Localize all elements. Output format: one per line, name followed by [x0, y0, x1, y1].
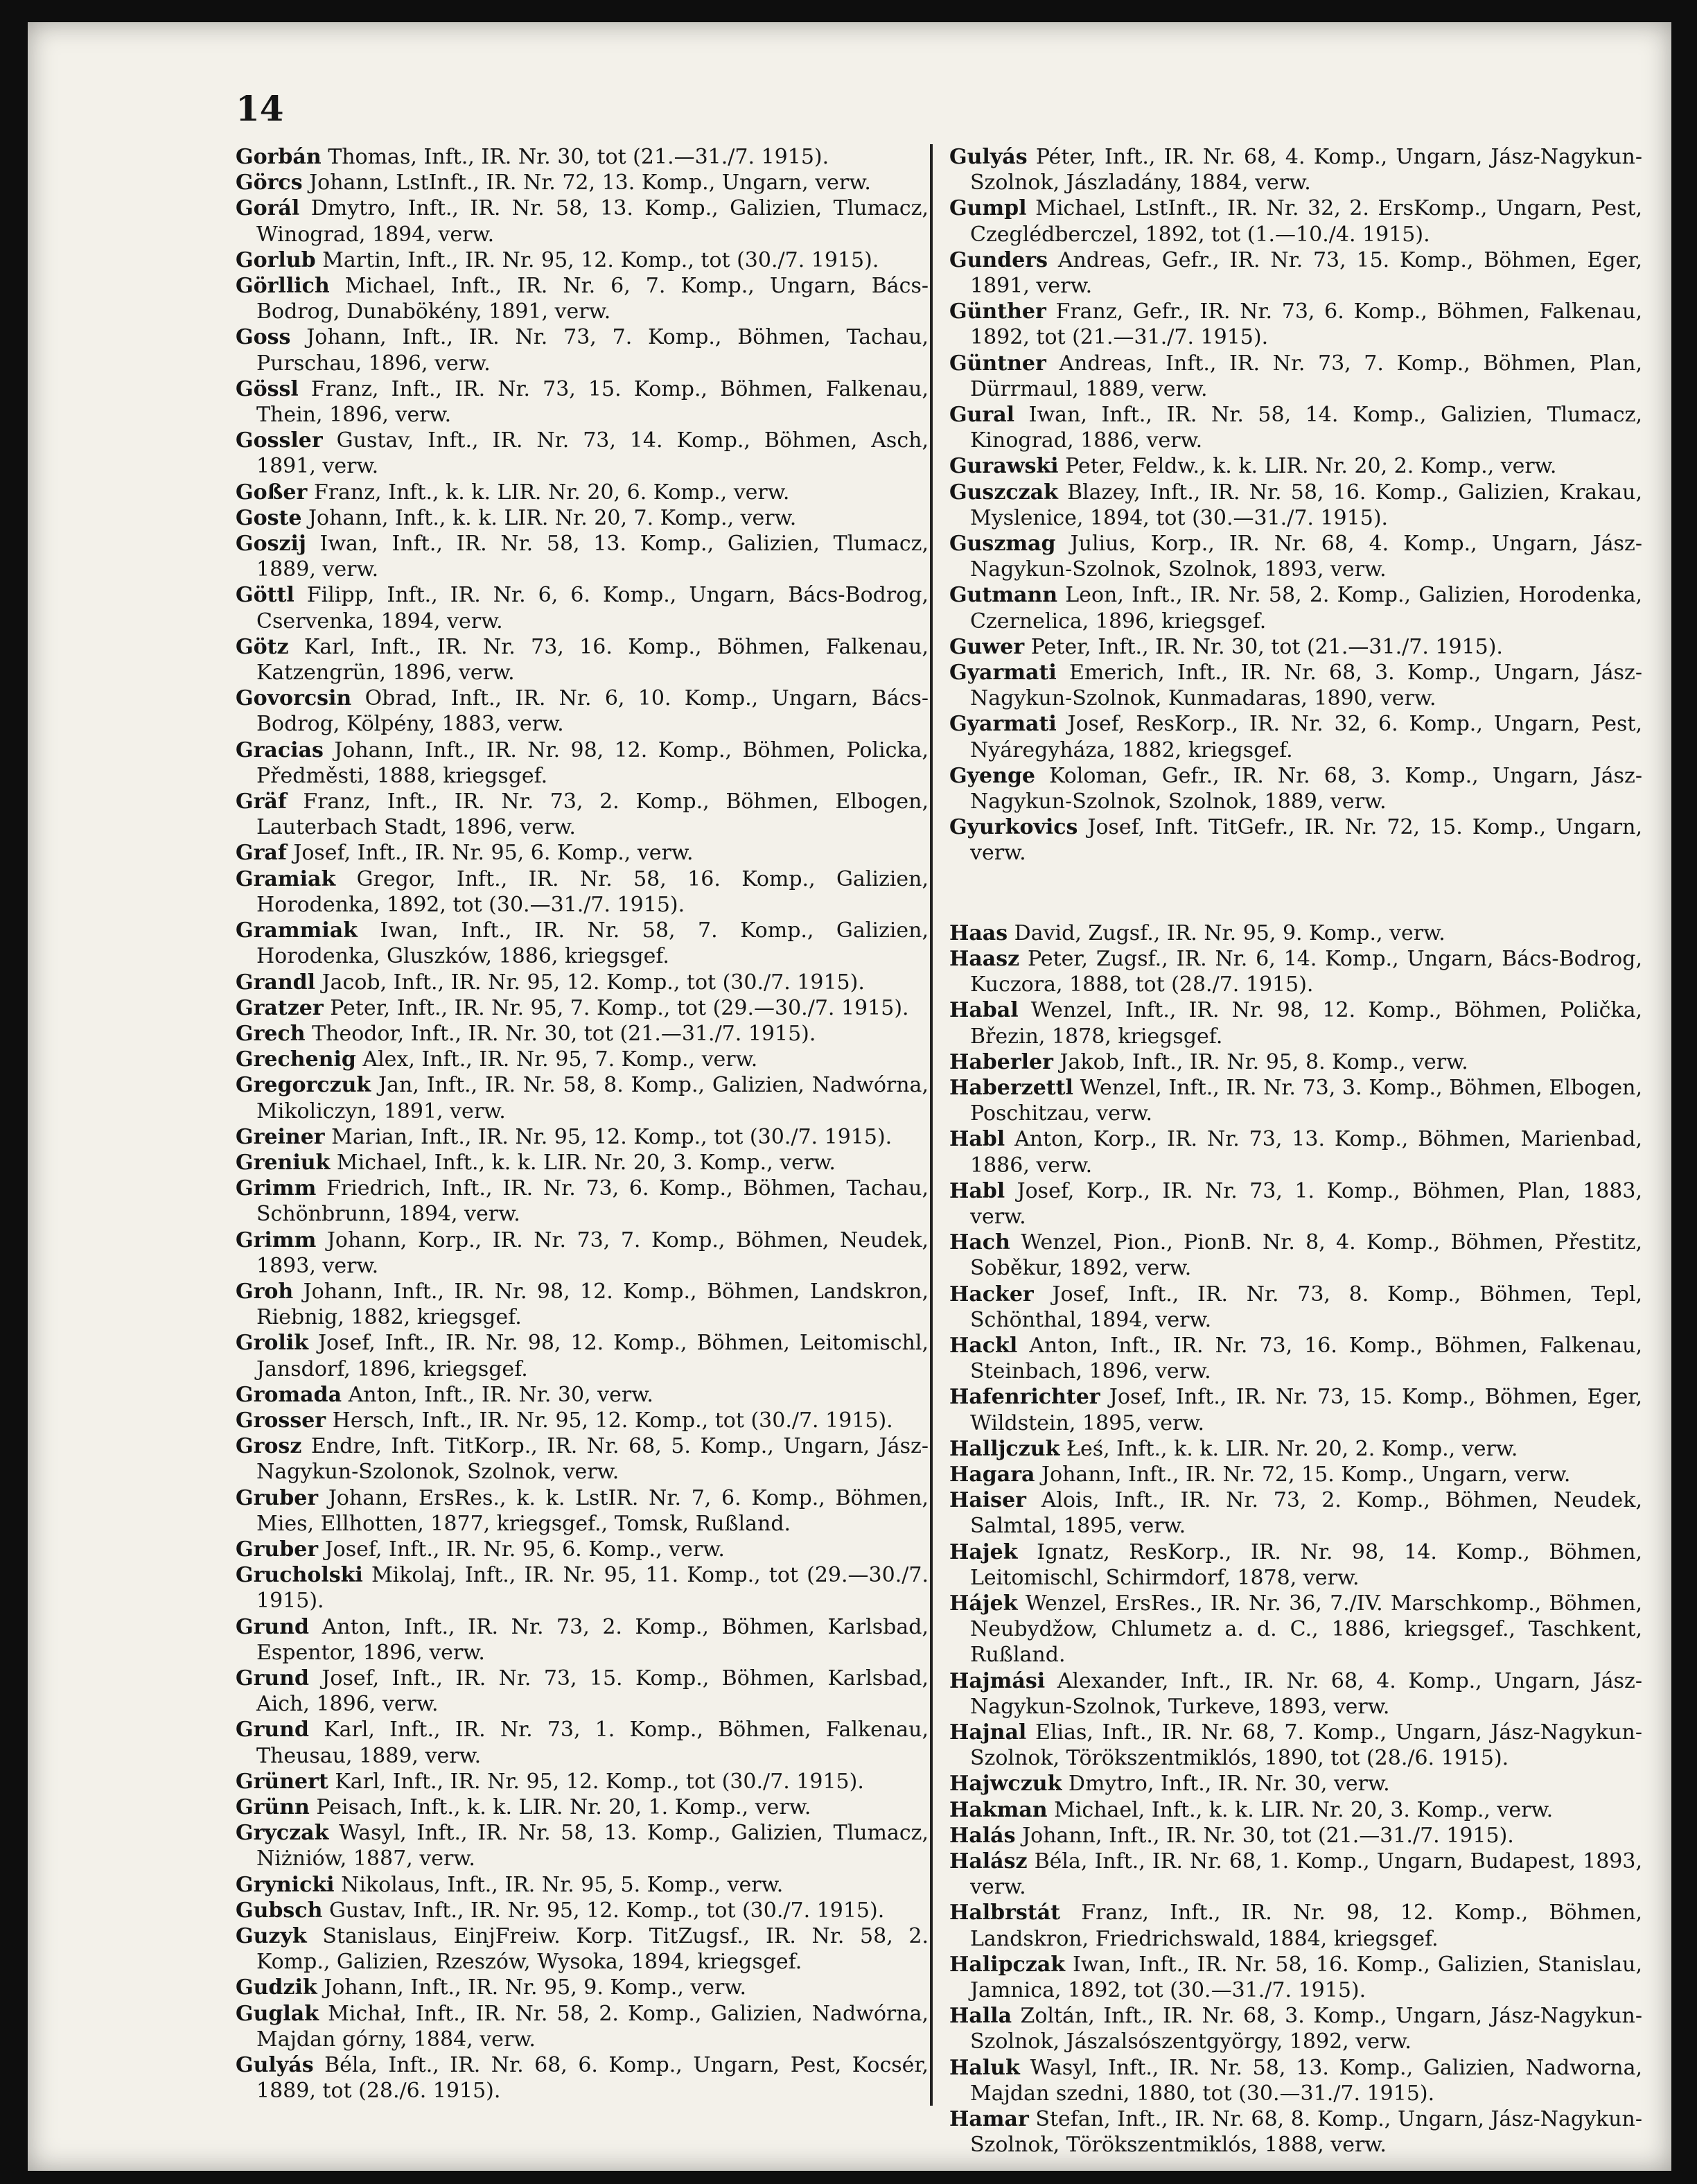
casualty-entry — [949, 1823, 1642, 1849]
casualty-entry — [236, 685, 929, 737]
right-column — [949, 144, 1642, 2158]
casualty-entry — [949, 1797, 1642, 1823]
right-column-g-section — [949, 144, 1642, 866]
entry-surname: Hakman — [949, 1797, 1048, 1822]
entry-details: Jan, Inft., IR. Nr. 58, 8. Komp., Galizien, Nadwórna, Mikoliczyn, 1891, verw. — [256, 1073, 929, 1124]
entry-surname: Grammiak — [236, 918, 358, 943]
casualty-entry — [236, 247, 929, 273]
entry-surname: Goss — [236, 325, 291, 350]
entry-details: Johann, Inft., IR. Nr. 73, 7. Komp., Böhmen, Tachau, Purschau, 1896, verw. — [256, 325, 929, 376]
entry-details: Johann, LstInft., IR. Nr. 72, 13. Komp., Ungarn, verw. — [309, 171, 871, 195]
casualty-entry — [949, 1333, 1642, 1384]
entry-surname: Güntner — [949, 351, 1046, 376]
entry-details: Marian, Inft., IR. Nr. 95, 12. Komp., tot (30./7. 1915). — [331, 1124, 893, 1149]
casualty-entry — [236, 1975, 929, 2000]
entry-details: Peter, Feldw., k. k. LIR. Nr. 20, 2. Komp., verw. — [1065, 454, 1557, 479]
entry-surname: Groh — [236, 1279, 294, 1304]
entry-details: Anton, Korp., IR. Nr. 73, 13. Komp., Böhmen, Marienbad, 1886, verw. — [970, 1127, 1642, 1178]
entry-surname: Günther — [949, 299, 1046, 324]
entry-details: Josef, Inft. TitGefr., IR. Nr. 72, 15. Komp., Ungarn, verw. — [970, 815, 1642, 866]
entry-surname: Halás — [949, 1823, 1016, 1848]
entry-surname: Halipczak — [949, 1952, 1066, 1977]
entry-surname: Haasz — [949, 946, 1020, 971]
entry-surname: Govorcsin — [236, 686, 352, 711]
entry-details: Jacob, Inft., IR. Nr. 95, 12. Komp., tot (30./7. 1915). — [322, 970, 865, 995]
entry-surname: Gyurkovics — [949, 815, 1078, 840]
casualty-entry — [949, 1230, 1642, 1281]
entry-surname: Gruber — [236, 1485, 319, 1510]
casualty-entry — [949, 1849, 1642, 1900]
right-column-h-section — [949, 920, 1642, 2158]
section-gap — [949, 866, 1642, 920]
entry-surname: Haberzettl — [949, 1075, 1073, 1100]
entry-surname: Hafenrichter — [949, 1385, 1100, 1410]
casualty-entry — [949, 2106, 1642, 2158]
entry-details: Franz, Inft., k. k. LIR. Nr. 20, 6. Komp., verw. — [313, 480, 790, 505]
entry-details: Stefan, Inft., IR. Nr. 68, 8. Komp., Ungarn, Jász-Nagykun-Szolnok, Törökszentmiklós, 1888, verw. — [970, 2107, 1642, 2158]
entry-details: Julius, Korp., IR. Nr. 68, 4. Komp., Ungarn, Jász-Nagykun-Szolnok, Szolnok, 1893, verw. — [970, 532, 1642, 582]
casualty-entry — [236, 1485, 929, 1537]
entry-details: Johann, Korp., IR. Nr. 73, 7. Komp., Böhmen, Neudek, 1893, verw. — [256, 1228, 929, 1278]
casualty-entry — [236, 1021, 929, 1047]
entry-surname: Gryczak — [236, 1821, 329, 1846]
entry-details: Andreas, Gefr., IR. Nr. 73, 15. Komp., Böhmen, Eger, 1891, verw. — [970, 247, 1642, 299]
entry-surname: Gracias — [236, 737, 324, 762]
entry-details: Johann, Inft., IR. Nr. 30, tot (21.—31./7. 1915). — [1022, 1823, 1514, 1848]
entry-details: Dmytro, Inft., IR. Nr. 30, verw. — [1068, 1772, 1390, 1797]
casualty-entry — [236, 1898, 929, 1923]
casualty-entry — [236, 1794, 929, 1820]
left-column — [236, 144, 929, 2104]
entry-surname: Gräf — [236, 789, 287, 814]
casualty-entry — [949, 920, 1642, 946]
entry-details: Wenzel, Inft., IR. Nr. 73, 3. Komp., Böhmen, Elbogen, Poschitzau, verw. — [970, 1075, 1642, 1126]
entry-surname: Habl — [949, 1178, 1005, 1203]
entry-details: Johann, Inft., k. k. LIR. Nr. 20, 7. Komp., verw. — [308, 505, 797, 530]
entry-details: Theodor, Inft., IR. Nr. 30, tot (21.—31./7. 1915). — [312, 1021, 816, 1046]
casualty-entry — [949, 582, 1642, 634]
entry-details: Josef, Inft., IR. Nr. 73, 15. Komp., Böhmen, Eger, Wildstein, 1895, verw. — [970, 1385, 1642, 1435]
casualty-entry — [949, 1771, 1642, 1797]
entry-details: Peisach, Inft., k. k. LIR. Nr. 20, 1. Komp., verw. — [316, 1795, 811, 1819]
entry-surname: Hacker — [949, 1282, 1034, 1307]
casualty-entry — [236, 1382, 929, 1408]
casualty-entry — [236, 2052, 929, 2104]
entry-surname: Guwer — [949, 634, 1025, 659]
entry-surname: Gubsch — [236, 1898, 323, 1923]
casualty-entry — [236, 1047, 929, 1072]
entry-surname: Guglak — [236, 2001, 319, 2026]
entry-surname: Halász — [949, 1849, 1028, 1873]
casualty-entry — [236, 1562, 929, 1614]
casualty-entry — [949, 1384, 1642, 1435]
casualty-entry — [236, 582, 929, 634]
entry-surname: Götz — [236, 634, 289, 659]
casualty-entry — [949, 1436, 1642, 1462]
entry-details: Elias, Inft., IR. Nr. 68, 7. Komp., Ungarn, Jász-Nagykun-Szolnok, Törökszentmiklós, 1890, tot (28./6. 1915). — [970, 1720, 1642, 1771]
entry-surname: Grimm — [236, 1228, 317, 1252]
casualty-entry — [236, 1537, 929, 1562]
casualty-entry — [236, 428, 929, 479]
entry-details: Franz, Inft., IR. Nr. 73, 15. Komp., Böhmen, Falkenau, Thein, 1896, verw. — [256, 376, 929, 428]
entry-surname: Greniuk — [236, 1150, 331, 1175]
entry-details: Alois, Inft., IR. Nr. 73, 2. Komp., Böhmen, Neudek, Salmtal, 1895, verw. — [970, 1488, 1642, 1539]
page-number: 14 — [236, 88, 284, 129]
entry-surname: Haiser — [949, 1488, 1026, 1513]
casualty-entry — [949, 480, 1642, 531]
entry-details: Nikolaus, Inft., IR. Nr. 95, 5. Komp., verw. — [341, 1872, 784, 1897]
entry-details: Karl, Inft., IR. Nr. 73, 16. Komp., Böhmen, Falkenau, Katzengrün, 1896, verw. — [256, 634, 929, 685]
entry-surname: Gulyás — [236, 2053, 314, 2078]
entry-details: Filipp, Inft., IR. Nr. 6, 6. Komp., Ungarn, Bács-Bodrog, Cservenka, 1894, verw. — [256, 583, 929, 634]
entry-details: Josef, Inft., IR. Nr. 95, 6. Komp., verw. — [293, 841, 694, 866]
casualty-entry — [949, 1591, 1642, 1668]
entry-details: Dmytro, Inft., IR. Nr. 58, 13. Komp., Galizien, Tlumacz, Winograd, 1894, verw. — [256, 196, 929, 247]
entry-details: Josef, Korp., IR. Nr. 73, 1. Komp., Böhmen, Plan, 1883, verw. — [970, 1178, 1642, 1229]
entry-surname: Gossler — [236, 428, 323, 453]
entry-surname: Gratzer — [236, 995, 324, 1020]
casualty-entry — [236, 1330, 929, 1381]
entry-details: Johann, Inft., IR. Nr. 98, 12. Komp., Böhmen, Landskron, Riebnig, 1882, kriegsgef. — [256, 1279, 929, 1330]
entry-surname: Gramiak — [236, 866, 336, 891]
entry-surname: Gumpl — [949, 196, 1027, 221]
entry-details: Martin, Inft., IR. Nr. 95, 12. Komp., tot (30./7. 1915). — [322, 247, 879, 272]
entry-surname: Görllich — [236, 274, 330, 299]
casualty-entry — [949, 1720, 1642, 1771]
entry-surname: Halla — [949, 2004, 1012, 2029]
entry-details: Péter, Inft., IR. Nr. 68, 4. Komp., Ungarn, Jász-Nagykun-Szolnok, Jászladány, 1884, verw. — [970, 145, 1642, 195]
entry-surname: Görcs — [236, 171, 303, 195]
entry-details: Anton, Inft., IR. Nr. 73, 2. Komp., Böhmen, Karlsbad, Espentor, 1896, verw. — [256, 1614, 929, 1665]
entry-surname: Hajek — [949, 1539, 1018, 1564]
entry-surname: Goßer — [236, 480, 308, 505]
entry-surname: Grech — [236, 1021, 306, 1046]
entry-surname: Hamar — [949, 2107, 1029, 2132]
entry-details: Johann, Inft., IR. Nr. 72, 15. Komp., Ungarn, verw. — [1041, 1462, 1571, 1487]
casualty-entry — [949, 1075, 1642, 1126]
casualty-entry — [949, 997, 1642, 1049]
entry-surname: Grimm — [236, 1176, 317, 1201]
entry-details: Iwan, Inft., IR. Nr. 58, 16. Komp., Galizien, Stanislau, Jamnica, 1892, tot (30.—31./7. 1915). — [970, 1952, 1642, 2003]
entry-surname: Grolik — [236, 1331, 309, 1356]
entry-details: Endre, Inft. TitKorp., IR. Nr. 68, 5. Komp., Ungarn, Jász-Nagykun-Szolonok, Szolnok, verw. — [256, 1434, 929, 1485]
entry-details: Peter, Inft., IR. Nr. 30, tot (21.—31./7. 1915). — [1030, 634, 1503, 659]
entry-details: Johann, ErsRes., k. k. LstIR. Nr. 7, 6. Komp., Böhmen, Mies, Ellhotten, 1877, kriegsgef., Tomsk, Rußland. — [256, 1485, 929, 1536]
entry-details: Franz, Inft., IR. Nr. 73, 2. Komp., Böhmen, Elbogen, Lauterbach Stadt, 1896, verw. — [256, 789, 929, 840]
entry-surname: Goste — [236, 505, 302, 530]
entry-details: Ignatz, ResKorp., IR. Nr. 98, 14. Komp., Böhmen, Leitomischl, Schirmdorf, 1878, verw. — [970, 1539, 1642, 1590]
casualty-entry — [949, 1126, 1642, 1178]
entry-details: Hersch, Inft., IR. Nr. 95, 12. Komp., tot (30./7. 1915). — [332, 1408, 893, 1433]
register-page — [28, 22, 1671, 2171]
entry-surname: Gromada — [236, 1382, 342, 1407]
casualty-entry — [949, 402, 1642, 453]
entry-surname: Hájek — [949, 1591, 1018, 1616]
casualty-entry — [949, 634, 1642, 660]
casualty-entry — [236, 1717, 929, 1768]
entry-surname: Gorbán — [236, 145, 322, 169]
entry-details: Johann, Inft., IR. Nr. 98, 12. Komp., Böhmen, Policka, Předměsti, 1888, kriegsgef. — [256, 737, 929, 788]
entry-surname: Grund — [236, 1718, 310, 1742]
entry-details: Obrad, Inft., IR. Nr. 6, 10. Komp., Ungarn, Bács-Bodrog, Kölpény, 1883, verw. — [256, 686, 929, 737]
entry-surname: Haberler — [949, 1049, 1053, 1074]
entry-details: Wenzel, Pion., PionB. Nr. 8, 4. Komp., Böhmen, Přestitz, Soběkur, 1892, verw. — [970, 1230, 1642, 1281]
casualty-entry — [236, 1923, 929, 1975]
entry-surname: Hach — [949, 1230, 1010, 1255]
entry-details: Blazey, Inft., IR. Nr. 58, 16. Komp., Galizien, Krakau, Myslenice, 1894, tot (30.—31./7. 1915). — [970, 480, 1642, 530]
entry-surname: Gunders — [949, 247, 1048, 272]
entry-details: Zoltán, Inft., IR. Nr. 68, 3. Komp., Ungarn, Jász-Nagykun-Szolnok, Jászalsószentgyörgy, 1892, verw. — [970, 2004, 1642, 2054]
entry-surname: Hajwczuk — [949, 1772, 1062, 1797]
entry-details: Friedrich, Inft., IR. Nr. 73, 6. Komp., Böhmen, Tachau, Schönbrunn, 1894, verw. — [256, 1176, 929, 1227]
casualty-entry — [949, 351, 1642, 402]
casualty-entry — [949, 1282, 1642, 1333]
casualty-entry — [949, 453, 1642, 479]
casualty-entry — [236, 1228, 929, 1279]
entry-surname: Hackl — [949, 1333, 1018, 1358]
entry-surname: Greiner — [236, 1124, 325, 1149]
entry-details: Josef, Inft., IR. Nr. 73, 8. Komp., Böhmen, Tepl, Schönthal, 1894, verw. — [970, 1282, 1642, 1332]
casualty-entry — [236, 505, 929, 531]
casualty-entry — [949, 1178, 1642, 1230]
entry-details: Franz, Inft., IR. Nr. 98, 12. Komp., Böhmen, Landskron, Friedrichswald, 1884, kriegsgef. — [970, 1901, 1643, 1951]
casualty-entry — [949, 144, 1642, 195]
casualty-entry — [236, 737, 929, 789]
entry-details: David, Zugsf., IR. Nr. 95, 9. Komp., verw. — [1014, 920, 1445, 945]
casualty-entry — [236, 840, 929, 866]
entry-surname: Haluk — [949, 2055, 1020, 2080]
entry-details: Peter, Inft., IR. Nr. 95, 7. Komp., tot (29.—30./7. 1915). — [330, 995, 909, 1020]
casualty-entry — [236, 1614, 929, 1666]
entry-surname: Grosz — [236, 1434, 302, 1459]
casualty-entry — [236, 1872, 929, 1898]
entry-details: Josef, Inft., IR. Nr. 73, 15. Komp., Böhmen, Karlsbad, Aich, 1896, verw. — [256, 1666, 929, 1717]
casualty-entry — [949, 1462, 1642, 1487]
entry-surname: Gyarmati — [949, 661, 1057, 685]
entry-details: Béla, Inft., IR. Nr. 68, 6. Komp., Ungarn, Pest, Kocsér, 1889, tot (28./6. 1915). — [256, 2053, 929, 2104]
casualty-entry — [949, 1900, 1642, 1951]
entry-surname: Gyarmati — [949, 712, 1057, 737]
entry-details: Alex, Inft., IR. Nr. 95, 7. Komp., verw. — [362, 1047, 758, 1072]
entry-details: Franz, Gefr., IR. Nr. 73, 6. Komp., Böhmen, Falkenau, 1892, tot (21.—31./7. 1915). — [970, 299, 1642, 350]
entry-surname: Hagara — [949, 1462, 1035, 1487]
entry-details: Leon, Inft., IR. Nr. 58, 2. Komp., Galizien, Horodenka, Czernelica, 1896, kriegsgef. — [970, 583, 1642, 634]
entry-surname: Grucholski — [236, 1563, 363, 1588]
entry-details: Michał, Inft., IR. Nr. 58, 2. Komp., Galizien, Nadwórna, Majdan górny, 1884, verw. — [256, 2001, 929, 2052]
entry-details: Wenzel, Inft., IR. Nr. 98, 12. Komp., Böhmen, Polička, Březin, 1878, kriegsgef. — [970, 998, 1642, 1049]
entry-details: Josef, Inft., IR. Nr. 98, 12. Komp., Böhmen, Leitomischl, Jansdorf, 1896, kriegsgef. — [256, 1331, 929, 1381]
entry-surname: Habl — [949, 1127, 1005, 1152]
entry-surname: Guszczak — [949, 480, 1058, 505]
entry-details: Josef, Inft., IR. Nr. 95, 6. Komp., verw. — [324, 1537, 725, 1562]
casualty-entry — [949, 2003, 1642, 2054]
casualty-entry — [236, 1769, 929, 1794]
casualty-entry — [949, 814, 1642, 866]
casualty-entry — [236, 1666, 929, 1717]
entry-details: Gustav, Inft., IR. Nr. 95, 12. Komp., tot (30./7. 1915). — [328, 1898, 885, 1923]
entry-surname: Gural — [949, 403, 1015, 428]
entry-details: Béla, Inft., IR. Nr. 68, 1. Komp., Ungarn, Budapest, 1893, verw. — [970, 1849, 1642, 1900]
entry-details: Karl, Inft., IR. Nr. 95, 12. Komp., tot (30./7. 1915). — [335, 1769, 864, 1794]
casualty-entry — [236, 634, 929, 685]
entry-details: Iwan, Inft., IR. Nr. 58, 14. Komp., Galizien, Tlumacz, Kinograd, 1886, verw. — [970, 403, 1642, 453]
entry-surname: Halbrstát — [949, 1901, 1061, 1925]
casualty-entry — [236, 195, 929, 247]
entry-details: Iwan, Inft., IR. Nr. 58, 13. Komp., Galizien, Tlumacz, 1889, verw. — [256, 532, 929, 582]
entry-surname: Habal — [949, 998, 1019, 1023]
entry-surname: Hajnal — [949, 1720, 1027, 1745]
casualty-entry — [949, 763, 1642, 814]
entry-surname: Grund — [236, 1666, 310, 1691]
casualty-entry — [236, 170, 929, 195]
casualty-entry — [236, 970, 929, 995]
entry-details: Michael, Inft., k. k. LIR. Nr. 20, 3. Komp., verw. — [336, 1150, 836, 1175]
entry-surname: Gössl — [236, 376, 299, 401]
casualty-entry — [949, 1668, 1642, 1720]
casualty-entry — [949, 1952, 1642, 2003]
entry-surname: Gudzik — [236, 1975, 317, 2000]
entry-details: Anton, Inft., IR. Nr. 30, verw. — [348, 1382, 653, 1407]
entry-surname: Graf — [236, 841, 287, 866]
casualty-entry — [236, 144, 929, 170]
casualty-entry — [236, 1433, 929, 1485]
entry-details: Peter, Zugsf., IR. Nr. 6, 14. Komp., Ungarn, Bács-Bodrog, Kuczora, 1888, tot (28./7. 1915). — [970, 946, 1642, 997]
entry-details: Alexander, Inft., IR. Nr. 68, 4. Komp., Ungarn, Jász-Nagykun-Szolnok, Turkeve, 1893, verw. — [970, 1668, 1642, 1719]
entry-details: Michael, Inft., k. k. LIR. Nr. 20, 3. Komp., verw. — [1054, 1797, 1554, 1822]
casualty-entry — [949, 2055, 1642, 2106]
entry-surname: Gurawski — [949, 454, 1059, 479]
entry-surname: Guszmag — [949, 532, 1056, 557]
entry-details: Jakob, Inft., IR. Nr. 95, 8. Komp., verw. — [1059, 1049, 1468, 1074]
entry-details: Anton, Inft., IR. Nr. 73, 16. Komp., Böhmen, Falkenau, Steinbach, 1896, verw. — [970, 1333, 1643, 1384]
casualty-entry — [236, 1124, 929, 1150]
entry-surname: Grynicki — [236, 1872, 335, 1897]
entry-details: Thomas, Inft., IR. Nr. 30, tot (21.—31./7. 1915). — [328, 145, 829, 169]
casualty-entry — [949, 1487, 1642, 1539]
entry-details: Koloman, Gefr., IR. Nr. 68, 3. Komp., Ungarn, Jász-Nagykun-Szolnok, Szolnok, 1889, verw. — [970, 763, 1642, 814]
entry-details: Michael, LstInft., IR. Nr. 32, 2. ErsKomp., Ungarn, Pest, Czeglédberczel, 1892, tot (1.—10./4. 1915). — [970, 196, 1642, 247]
entry-surname: Grosser — [236, 1408, 326, 1433]
casualty-entry — [236, 1820, 929, 1871]
entry-details: Łeś, Inft., k. k. LIR. Nr. 20, 2. Komp., verw. — [1066, 1436, 1518, 1461]
entry-surname: Göttl — [236, 583, 294, 608]
entry-surname: Halljczuk — [949, 1436, 1060, 1461]
casualty-entry — [236, 995, 929, 1021]
entry-details: Johann, Inft., IR. Nr. 95, 9. Komp., verw. — [324, 1975, 747, 2000]
entry-surname: Gulyás — [949, 145, 1028, 169]
column-divider — [930, 144, 933, 2106]
entry-surname: Gyenge — [949, 763, 1036, 788]
casualty-entry — [236, 866, 929, 918]
casualty-entry — [949, 711, 1642, 762]
entry-details: Karl, Inft., IR. Nr. 73, 1. Komp., Böhmen, Falkenau, Theusau, 1889, verw. — [256, 1718, 929, 1768]
entry-surname: Goszij — [236, 532, 306, 557]
entry-surname: Haas — [949, 920, 1008, 945]
casualty-entry — [949, 247, 1642, 299]
entry-details: Michael, Inft., IR. Nr. 6, 7. Komp., Ungarn, Bács-Bodrog, Dunabökény, 1891, verw. — [256, 274, 929, 324]
casualty-entry — [236, 531, 929, 582]
casualty-entry — [949, 1539, 1642, 1591]
entry-surname: Grünert — [236, 1769, 328, 1794]
casualty-entry — [949, 660, 1642, 711]
entry-details: Andreas, Inft., IR. Nr. 73, 7. Komp., Böhmen, Plan, Dürrmaul, 1889, verw. — [970, 351, 1642, 401]
entry-surname: Grund — [236, 1614, 310, 1639]
casualty-entry — [236, 324, 929, 376]
entry-details: Wasyl, Inft., IR. Nr. 58, 13. Komp., Galizien, Tlumacz, Niżniów, 1887, verw. — [256, 1821, 929, 1871]
casualty-entry — [236, 376, 929, 428]
entry-details: Emerich, Inft., IR. Nr. 68, 3. Komp., Ungarn, Jász-Nagykun-Szolnok, Kunmadaras, 1890, verw. — [970, 661, 1642, 711]
casualty-entry — [949, 1049, 1642, 1075]
entry-surname: Grandl — [236, 970, 316, 995]
entry-surname: Guzyk — [236, 1924, 307, 1949]
casualty-entry — [949, 299, 1642, 350]
entry-details: Gregor, Inft., IR. Nr. 58, 16. Komp., Galizien, Horodenka, 1892, tot (30.—31./7. 1915). — [256, 866, 929, 917]
entry-details: Wenzel, ErsRes., IR. Nr. 36, 7./IV. Marschkomp., Böhmen, Neubydžow, Chlumetz a. d. C., 1886, kriegsgef., Taschkent, Rußland. — [970, 1591, 1642, 1668]
entry-details: Wasyl, Inft., IR. Nr. 58, 13. Komp., Galizien, Nadworna, Majdan szedni, 1880, tot (30.—31./7. 1915). — [970, 2055, 1642, 2106]
casualty-entry — [236, 480, 929, 505]
entry-surname: Gruber — [236, 1537, 319, 1562]
casualty-entry — [236, 789, 929, 840]
entry-details: Stanislaus, EinjFreiw. Korp. TitZugsf., IR. Nr. 58, 2. Komp., Galizien, Rzeszów, Wysoka, 1894, kriegsgef. — [256, 1924, 929, 1975]
entry-details: Josef, ResKorp., IR. Nr. 32, 6. Komp., Ungarn, Pest, Nyáregyháza, 1882, kriegsgef. — [970, 712, 1642, 762]
entry-surname: Grünn — [236, 1795, 310, 1819]
entry-surname: Gutmann — [949, 583, 1058, 608]
casualty-entry — [236, 1279, 929, 1330]
entry-details: Mikolaj, Inft., IR. Nr. 95, 11. Komp., tot (29.—30./7. 1915). — [256, 1563, 929, 1614]
entry-surname: Grechenig — [236, 1047, 356, 1072]
casualty-entry — [949, 946, 1642, 997]
entry-surname: Gorlub — [236, 247, 316, 272]
casualty-entry — [236, 1408, 929, 1433]
casualty-entry — [236, 1176, 929, 1227]
casualty-entry — [949, 195, 1642, 247]
casualty-entry — [236, 1072, 929, 1124]
casualty-entry — [949, 531, 1642, 582]
entry-surname: Hajmási — [949, 1668, 1046, 1693]
casualty-entry — [236, 1150, 929, 1176]
casualty-entry — [236, 2001, 929, 2052]
entry-details: Iwan, Inft., IR. Nr. 58, 7. Komp., Galizien, Horodenka, Gluszków, 1886, kriegsgef. — [256, 918, 929, 969]
casualty-entry — [236, 273, 929, 324]
entry-surname: Gorál — [236, 196, 300, 221]
casualty-entry — [236, 918, 929, 969]
entry-surname: Gregorczuk — [236, 1073, 371, 1098]
entry-details: Gustav, Inft., IR. Nr. 73, 14. Komp., Böhmen, Asch, 1891, verw. — [256, 428, 929, 479]
